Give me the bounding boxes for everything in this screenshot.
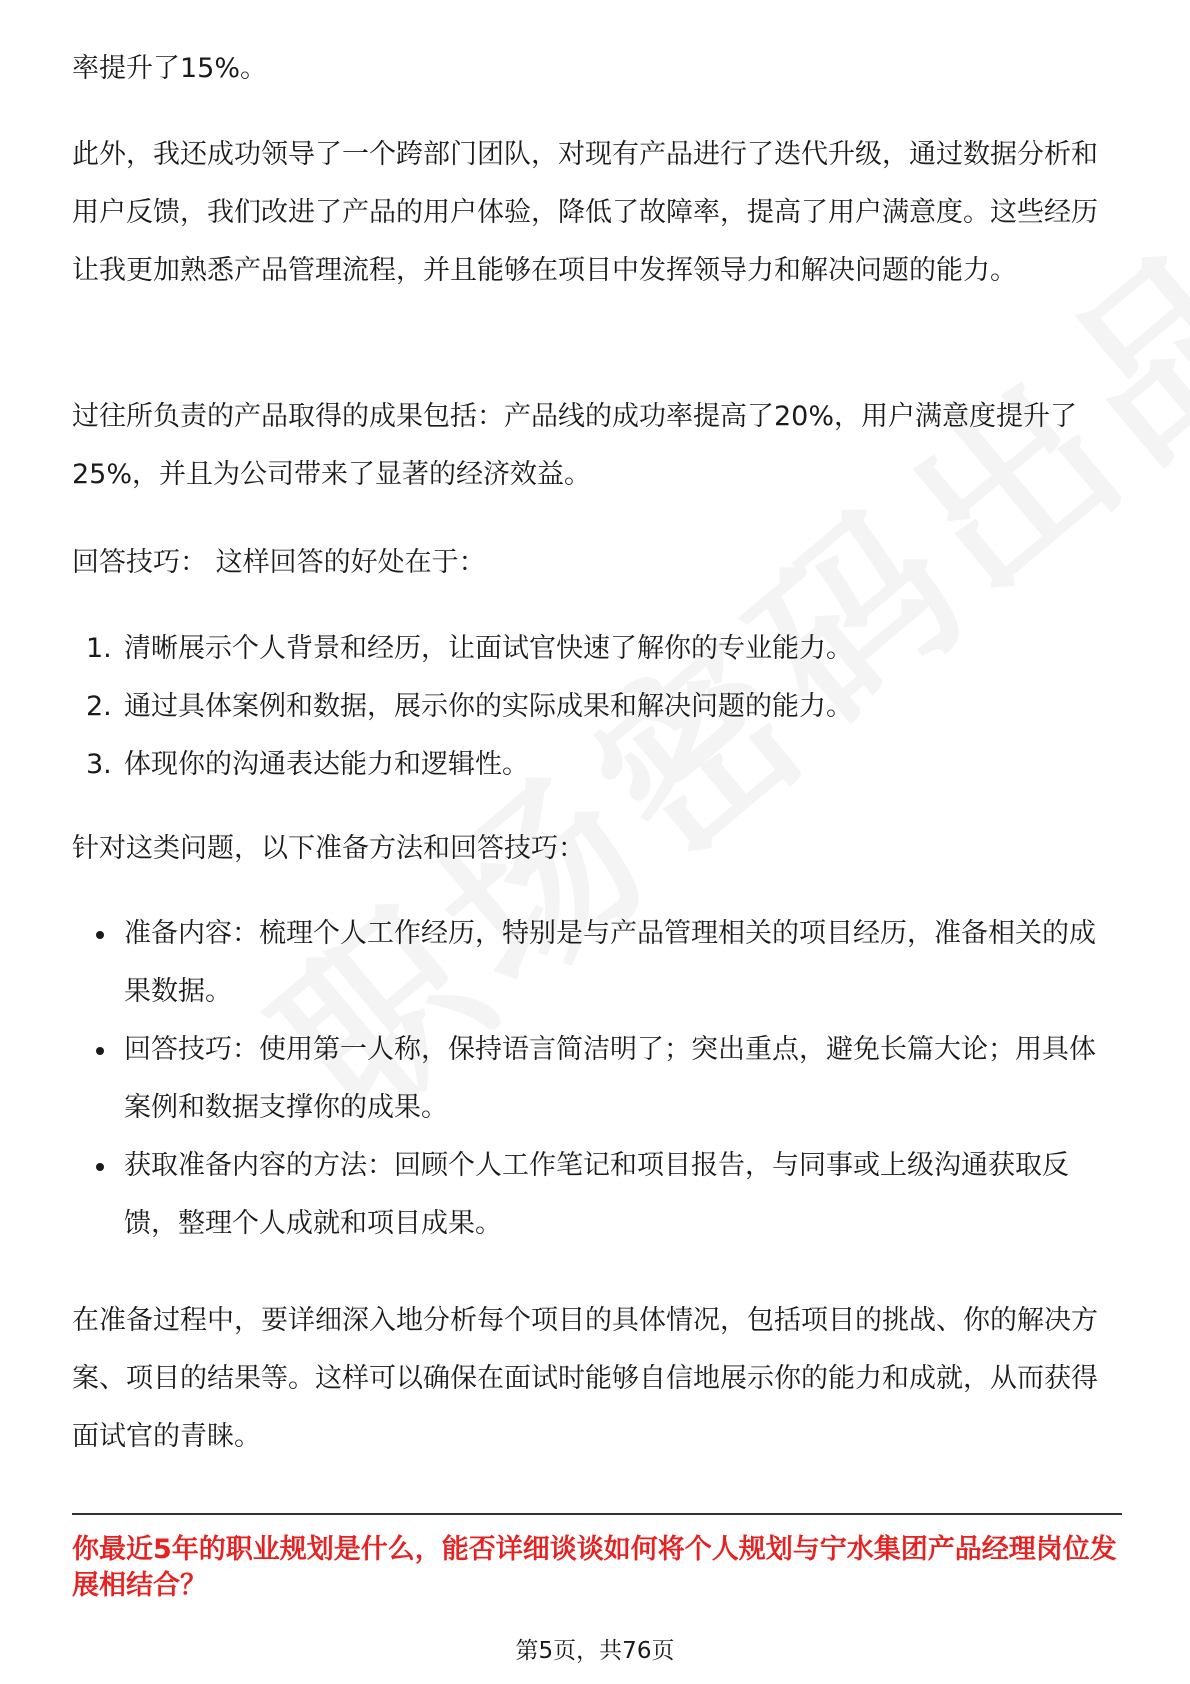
section-divider <box>72 1513 1122 1515</box>
paragraph-prep-process: 在准备过程中，要详细深入地分析每个项目的具体情况，包括项目的挑战、你的解决方案、项目的结果等。这样可以确保在面试时能够自信地展示你的能力和成就，从而获得面试官的青睐。 <box>72 1305 1098 1452</box>
bullet-icon <box>96 1163 104 1171</box>
page-number-footer: 第5页，共76页 <box>515 1638 675 1664</box>
list-item-text: 体现你的沟通表达能力和逻辑性。 <box>124 749 529 780</box>
list-item <box>72 736 1122 794</box>
list-number: 2. <box>86 691 112 722</box>
paragraph-answer-tips: 回答技巧： 这样回答的好处在于： <box>72 547 486 578</box>
list-item-text: 清晰展示个人背景和经历，让面试官快速了解你的专业能力。 <box>124 633 853 664</box>
list-item-text: 通过具体案例和数据，展示你的实际成果和解决问题的能力。 <box>124 691 853 722</box>
bullet-item <box>72 905 1122 1021</box>
paragraph-past-results: 过往所负责的产品取得的成果包括：产品线的成功率提高了20%，用户满意度提升了25%，并且为公司带来了显著的经济效益。 <box>72 401 1078 490</box>
bullet-item <box>72 1137 1122 1253</box>
list-item <box>72 678 1122 736</box>
bullet-item <box>72 1021 1122 1137</box>
list-item <box>72 620 1122 678</box>
bullet-text: 准备内容：梳理个人工作经历，特别是与产品管理相关的项目经历，准备相关的成果数据。 <box>124 918 1096 1007</box>
list-number: 1. <box>86 633 112 664</box>
paragraph-prep-methods-intro: 针对这类问题，以下准备方法和回答技巧： <box>72 833 585 864</box>
bullet-text: 回答技巧：使用第一人称，保持语言简洁明了；突出重点，避免长篇大论；用具体案例和数据支撑你的成果。 <box>124 1034 1096 1123</box>
interview-question-heading: 你最近5年的职业规划是什么，能否详细谈谈如何将个人规划与宁水集团产品经理岗位发展相结合？ <box>72 1534 1117 1601</box>
paragraph-team-leadership: 此外，我还成功领导了一个跨部门团队，对现有产品进行了迭代升级，通过数据分析和用户反馈，我们改进了产品的用户体验，降低了故障率，提高了用户满意度。这些经历让我更加熟悉产品管理流程，并且能够在项目中发挥领导力和解决问题的能力。 <box>72 139 1098 286</box>
paragraph-result-carryover: 率提升了15%。 <box>72 53 268 84</box>
bullet-icon <box>96 1047 104 1055</box>
bullet-icon <box>96 931 104 939</box>
benefits-ordered-list <box>72 620 1122 794</box>
prep-bullet-list <box>72 905 1122 1253</box>
list-number: 3. <box>86 749 112 780</box>
bullet-text: 获取准备内容的方法：回顾个人工作笔记和项目报告，与同事或上级沟通获取反馈，整理个人成就和项目成果。 <box>124 1150 1069 1239</box>
